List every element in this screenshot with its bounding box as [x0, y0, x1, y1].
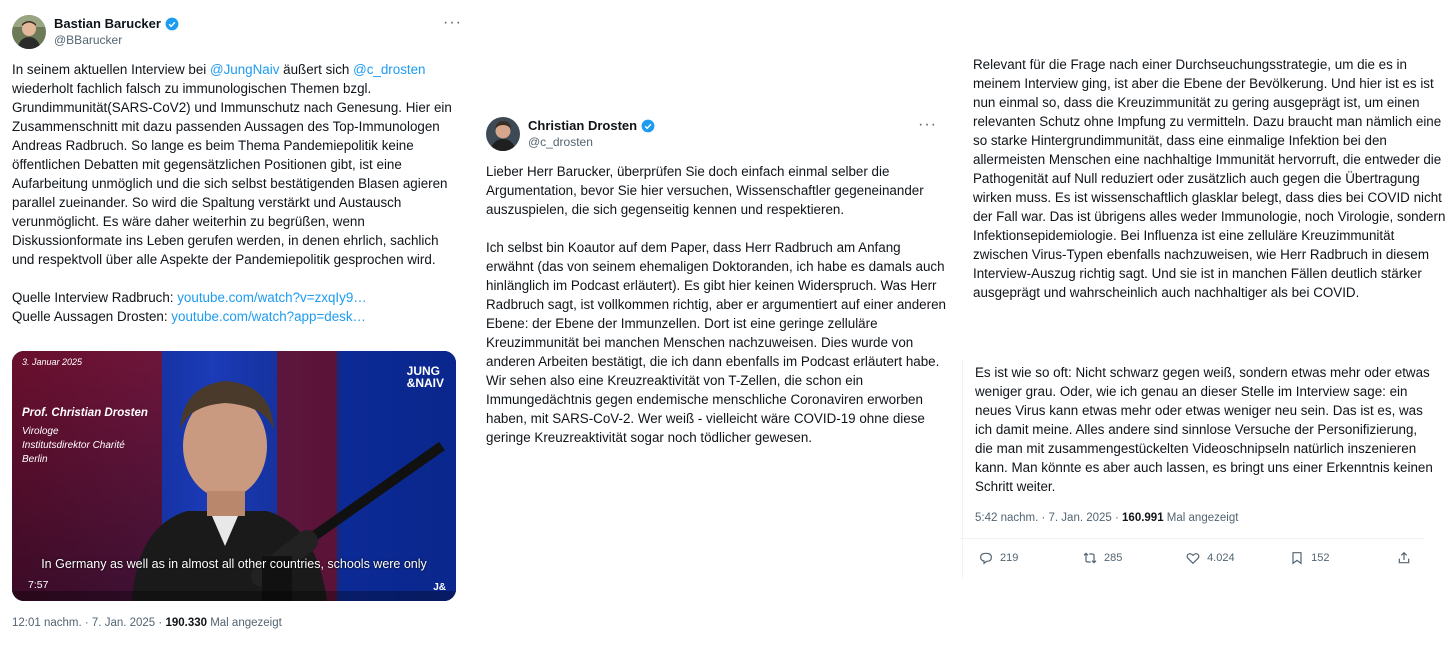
author-name[interactable]: Bastian Barucker — [54, 16, 161, 31]
video-person-city: Berlin — [22, 454, 48, 465]
panel-border — [962, 360, 963, 578]
tweet-timestamp[interactable]: 5:42 nachm. · 7. Jan. 2025 · — [975, 512, 1123, 524]
tweet-text-segment: äußert sich — [279, 62, 354, 77]
video-lower-third — [22, 407, 148, 467]
video-person-name: Prof. Christian Drosten — [22, 407, 148, 419]
share-icon — [1396, 550, 1412, 566]
like-icon — [1185, 550, 1201, 566]
more-icon[interactable]: ··· — [918, 116, 937, 133]
video-duration: 7:57 — [28, 579, 49, 591]
source-line-2: Quelle Aussagen Drosten: youtube.com/watch?app=desk… — [12, 309, 366, 324]
view-count: 190.330 — [165, 617, 208, 629]
tweet-text-segment: wiederholt fachlich falsch zu immunologischen Themen bzgl. Grundimmunität(SARS-CoV2) und Immunschutz nach Genesung. Hier ein Zusammenschnitt mit dazu passenden Aussagen des Top-Immunologen Andreas Radbruch. So lange es beim Thema Pandemiepolitik keine öffentlichen Debatten mit gegensätzlichen Positionen gibt, ist eine Aufarbeitung unmöglich und die sich selbst bestätigenden Blasen agieren parallel zueinander. So wird die Spaltung verstärkt und Austausch verunmöglicht. Es wäre daher weiterhin zu begrüßen, wenn Diskussionformate ins Leben gerufen werden, in denen ehrlich, sachlich und respektvoll über alle Aspekte der Pandemiepolitik gesprochen wird. — [12, 81, 452, 267]
bookmark-button[interactable] — [1289, 550, 1396, 566]
retweet-button[interactable] — [1082, 550, 1185, 566]
reply-icon — [978, 550, 994, 566]
source-link-2[interactable]: youtube.com/watch?app=desk… — [171, 309, 366, 324]
divider — [960, 538, 1425, 539]
reply-button[interactable] — [978, 550, 1082, 566]
author-name[interactable]: Christian Drosten — [528, 118, 638, 133]
video-date: 3. Januar 2025 — [22, 357, 83, 367]
source-line-1: Quelle Interview Radbruch: youtube.com/watch?v=zxqIy9… — [12, 290, 367, 305]
video-person-role: Virologe — [22, 426, 59, 437]
verified-badge-icon — [165, 17, 179, 31]
retweet-count: 285 — [1104, 552, 1123, 564]
mention-link[interactable]: @c_drosten — [353, 62, 426, 77]
tweet-barucker — [0, 0, 470, 647]
share-button[interactable] — [1396, 550, 1418, 566]
avatar[interactable] — [486, 117, 520, 151]
tweet-text — [486, 162, 946, 447]
tweet-body — [12, 60, 458, 269]
video-logo: JUNG &NAIV — [406, 364, 444, 390]
tweet-meta: 5:42 nachm. · 7. Jan. 2025 · 160.991 Mal angezeigt — [975, 512, 1239, 524]
video-person-institute: Institutsdirektor Charité — [22, 440, 125, 451]
author-block — [12, 15, 179, 49]
view-count: 160.991 — [1122, 512, 1164, 524]
author-handle[interactable]: @BBarucker — [54, 33, 123, 47]
tweet-paragraph-1: Relevant für die Frage nach einer Durchseuchungsstrategie, um die es in meinem Interview ging, ist aber die Ebene der Bevölkerung. Und hier ist es ist nun einmal so, dass die Kreuzimmunität zu gering ausgeprägt ist, um einen relevanten Schutz ohne Impfung zu vermitteln. Dazu braucht man nämlich eine so starke Hintergrundimmunität, dass eine einmalige Infektion bei den allermeisten Menschen eine nachhaltige Immunität hervorruft, die entweder die Pathogenität auf Null reduziert oder zusätzlich auch gegen die Übertragung wirken muss. Es ist wissenschaftlich glasklar belegt, dass dies bei COVID nicht der Fall war. Das ist übrigens alles weder Immunologie, noch Virologie, sondern Infektionsepidemiologie. Bei Influenza ist eine zelluläre Kreuzimmunität zwischen Virus-Typen ebenfalls nachzuweisen, wie Herr Radbruch in diesem Interview-Auszug richtig sagt. Und sie ist in manchen Fällen deutlich stärker ausgeprägt und wahrscheinlich auch nachhaltiger als bei COVID. — [973, 57, 1446, 300]
video-subtitle: In Germany as well as in almost all other countries, schools were only — [41, 557, 427, 571]
like-button[interactable] — [1185, 550, 1289, 566]
tweet-text-segment: In seinem aktuellen Interview bei — [12, 62, 210, 77]
tweet-drosten-reply — [470, 0, 950, 647]
like-count: 4.024 — [1207, 552, 1235, 564]
source-link-1[interactable]: youtube.com/watch?v=zxqIy9… — [177, 290, 367, 305]
video-corner-logo: J& — [433, 582, 446, 593]
video-player[interactable] — [12, 351, 456, 601]
action-bar — [978, 550, 1418, 566]
tweet-paragraph-2: Ich selbst bin Koautor auf dem Paper, dass Herr Radbruch am Anfang erwähnt (das von seinem ehemaligen Doktoranden, ich habe es damals auch hinlänglich im Podcast erläutert). Es gibt hier keinen Widerspruch. Was Herr Radbruch sagt, ist vollkommen richtig, aber er argumentiert auf einer anderen Ebene: der Ebene der Immunzellen. Dort ist eine geringe zelluläre Kreuzimmunität bei manchen Menschen nachzuweisen. Dies wurde von anderen Arbeiten bestätigt, die ich dann ebenfalls im Podcast erläutert habe. Wir sehen also eine Kreuzreaktivität von T-Zellen, die schon ein Immungedächtnis gegen endemische menschliche Coronaviren erworben haben, mit SARS-CoV-2. Wer weiß - vielleicht wäre COVID-19 ohne diese geringe Kreuzreaktivität sogar noch tödlicher gewesen. — [486, 240, 946, 445]
reply-count: 219 — [1000, 552, 1019, 564]
mention-link[interactable]: @JungNaiv — [210, 62, 280, 77]
tweet-text — [12, 60, 458, 326]
bookmark-count: 152 — [1311, 552, 1330, 564]
tweet-drosten-continued — [960, 0, 1456, 647]
retweet-icon — [1082, 550, 1098, 566]
tweet-paragraph-1: Lieber Herr Barucker, überprüfen Sie doch einfach einmal selber die Argumentation, bevor Sie hier versuchen, Wissenschaftler gegeneinander auszuspielen, die sich gegenseitig kennen und respektieren. — [486, 164, 924, 217]
tweet-meta: 12:01 nachm. · 7. Jan. 2025 · 190.330 Mal angezeigt — [12, 617, 282, 629]
tweet-timestamp[interactable]: 12:01 nachm. · 7. Jan. 2025 · — [12, 617, 166, 629]
avatar[interactable] — [12, 15, 46, 49]
bookmark-icon — [1289, 550, 1305, 566]
more-icon[interactable]: ··· — [443, 14, 462, 31]
tweet-paragraph-2: Es ist wie so oft: Nicht schwarz gegen weiß, sondern etwas mehr oder etwas weniger grau. Oder, wie ich genau an dieser Stelle im Interview sage: ein neues Virus kann etwas mehr oder etwas weniger neu sein. Das ist es, was ich damit meine. Alles andere sind sinnlose Versuche der Personifizierung, die man mit zusammengestückelten Videoschnipseln natürlich inszenieren kann. Man könnte es aber auch lassen, es bringt uns einer Erkenntnis keinen Schritt weiter. — [975, 365, 1433, 494]
author-block — [486, 117, 655, 151]
author-handle[interactable]: @c_drosten — [528, 135, 593, 149]
verified-badge-icon — [641, 119, 655, 133]
